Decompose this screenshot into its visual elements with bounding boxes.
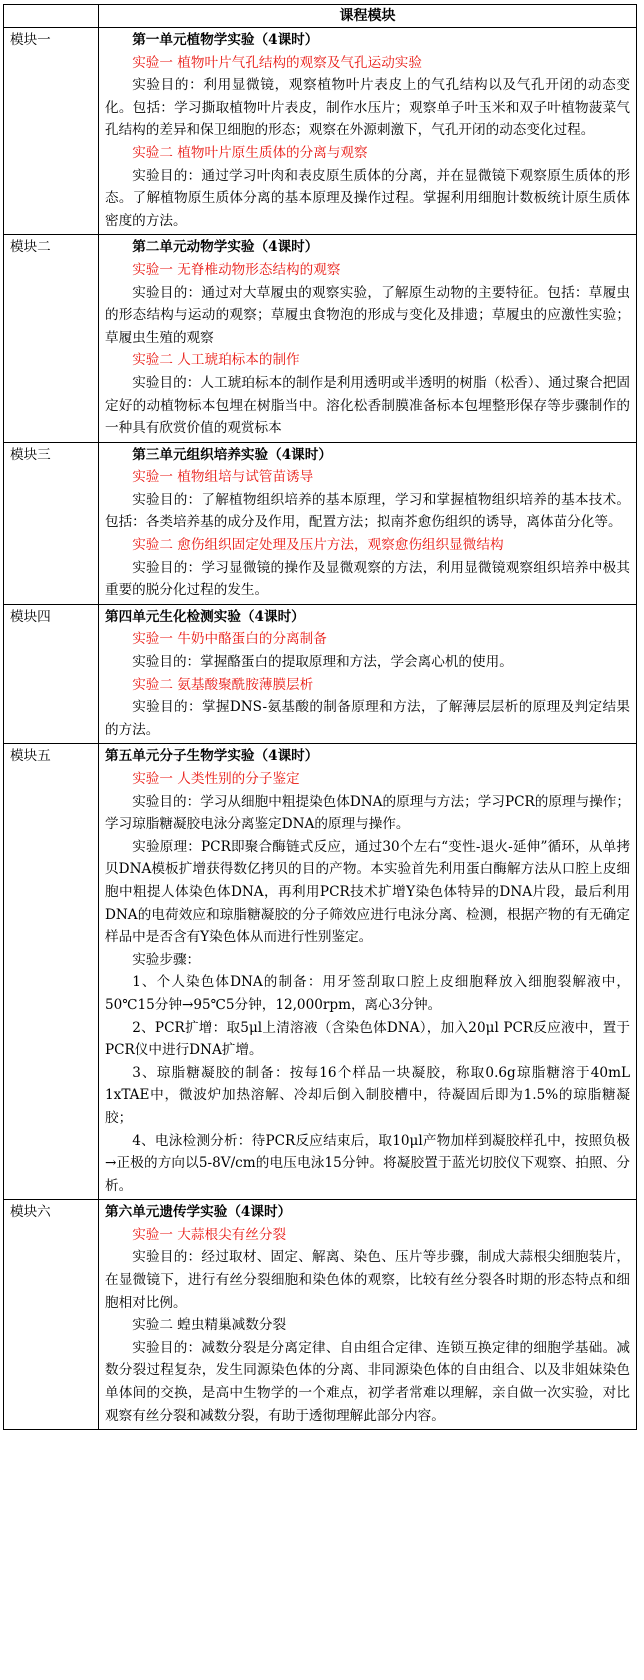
- module-content: [99, 744, 637, 1200]
- module-row: [4, 1200, 637, 1430]
- experiment-text: 实验目的：人工琥珀标本的制作是利用透明或半透明的树脂（松香）、通过聚合把固定好的动植物标本包埋在树脂当中。溶化松香制膜准备标本包埋整形保存等步骤制作的一种具有欣赏价值的观赏标本: [105, 374, 630, 437]
- header-row: [4, 5, 637, 28]
- experiment-text: 3、琼脂糖凝胶的制备：按每16个样品一块凝胶，称取0.6g琼脂糖溶于40mL 1xTAE中，微波炉加热溶解、冷却后倒入制胶槽中，待凝固后即为1.5%的琼脂糖凝胶；: [105, 1064, 630, 1126]
- experiment-text: 实验目的：掌握DNS-氨基酸的制备原理和方法，了解薄层层析的原理及判定结果的方法。: [105, 699, 630, 738]
- experiment-title: 实验二 氨基酸聚酰胺薄膜层析: [132, 676, 314, 693]
- module-name: 模块一: [4, 28, 99, 235]
- experiment-text: 4、电泳检测分析：待PCR反应结束后，取10μl产物加样到凝胶样孔中，按照负极→正极的方向以5-8V/cm的电压电泳15分钟。将凝胶置于蓝光切胶仪下观察、拍照、分析。: [105, 1132, 630, 1194]
- experiment-title: 实验二 植物叶片原生质体的分离与观察: [132, 144, 368, 161]
- module-name: 模块六: [4, 1200, 99, 1430]
- unit-title: 第二单元动物学实验（4课时）: [132, 239, 319, 256]
- experiment-text: 实验目的：掌握酪蛋白的提取原理和方法，学会离心机的使用。: [132, 654, 513, 671]
- experiment-title: 实验一 大蒜根尖有丝分裂: [132, 1226, 287, 1243]
- module-name: 模块三: [4, 442, 99, 604]
- experiment-text: 实验目的：了解植物组织培养的基本原理，学习和掌握植物组织培养的基本技术。包括：各类培养基的成分及作用，配置方法；拟南芥愈伤组织的诱导，离体苗分化等。: [105, 491, 630, 531]
- module-name: 模块四: [4, 604, 99, 744]
- unit-title: 第六单元遗传学实验（4课时）: [105, 1204, 292, 1221]
- header-empty-cell: [4, 5, 99, 28]
- unit-title: 第四单元生化检测实验（4课时）: [105, 608, 305, 625]
- module-content: [99, 28, 637, 235]
- experiment-text: 实验目的：利用显微镜，观察植物叶片表皮上的气孔结构以及气孔开闭的动态变化。包括：学习撕取植物叶片表皮，制作水压片；观察单子叶玉米和双子叶植物菠菜气孔结构的差异和保卫细胞的形态；观察在外源刺激下，气孔开闭的动态变化过程。: [105, 77, 630, 139]
- experiment-text: 实验目的：经过取材、固定、解离、染色、压片等步骤，制成大蒜根尖细胞装片，在显微镜下，进行有丝分裂细胞和染色体的观察，比较有丝分裂各时期的形态特点和细胞相对比例。: [105, 1249, 630, 1311]
- module-content: [99, 604, 637, 744]
- module-row: [4, 28, 637, 235]
- course-table: [3, 4, 637, 1430]
- experiment-text: 实验原理：PCR即聚合酶链式反应，通过30个左右“变性-退火-延伸”循环，从单拷贝DNA模板扩增获得数亿拷贝的目的产物。本实验首先利用蛋白酶解方法从口腔上皮细胞中粗提人体染色体DNA，再利用PCR技术扩增Y染色体特异的DNA片段，最后利用DNA的电荷效应和琼脂糖凝胶的分子筛效应进行电泳分离、检测，根据产物的有无确定样品中是否含有Y染色体从而进行性别鉴定。: [105, 838, 630, 946]
- module-body: [4, 28, 637, 1430]
- module-name: 模块二: [4, 235, 99, 442]
- experiment-title: 实验一 植物叶片气孔结构的观察及气孔运动实验: [132, 54, 422, 71]
- experiment-title: 实验二 愈伤组织固定处理及压片方法，观察愈伤组织显微结构: [132, 537, 504, 554]
- unit-title: 第三单元组织培养实验（4课时）: [132, 446, 332, 463]
- experiment-text: 实验目的：通过对大草履虫的观察实验，了解原生动物的主要特征。包括：草履虫的形态结构与运动的观察；草履虫食物泡的形成与变化及排遗；草履虫的应激性实验；草履虫生殖的观察: [105, 284, 630, 346]
- experiment-text: 实验目的：学习从细胞中粗提染色体DNA的原理与方法；学习PCR的原理与操作；学习琼脂糖凝胶电泳分离鉴定DNA的原理与操作。: [105, 793, 630, 833]
- module-row: [4, 442, 637, 604]
- experiment-title: 实验一 牛奶中酪蛋白的分离制备: [132, 631, 327, 648]
- module-name: 模块五: [4, 744, 99, 1200]
- experiment-title: 实验二 蝗虫精巢减数分裂: [132, 1317, 287, 1334]
- unit-title: 第五单元分子生物学实验（4课时）: [105, 748, 319, 765]
- experiment-text: 1、个人染色体DNA的制备：用牙签刮取口腔上皮细胞释放入细胞裂解液中，50℃15分钟→95℃5分钟，12,000rpm，离心3分钟。: [105, 974, 630, 1013]
- experiment-text: 2、PCR扩增：取5μl上清溶液（含染色体DNA），加入20μl PCR反应液中，置于PCR仪中进行DNA扩增。: [105, 1019, 630, 1059]
- module-content: [99, 442, 637, 604]
- module-row: [4, 604, 637, 744]
- unit-title: 第一单元植物学实验（4课时）: [132, 32, 319, 48]
- experiment-title: 实验一 植物组培与试管苗诱导: [132, 469, 314, 486]
- experiment-text: 实验目的：通过学习叶肉和表皮原生质体的分离，并在显微镜下观察原生质体的形态。了解植物原生质体分离的基本原理及操作过程。掌握利用细胞计数板统计原生质体密度的方法。: [105, 167, 630, 229]
- header-title: 课程模块: [99, 5, 637, 28]
- module-content: [99, 1200, 637, 1430]
- experiment-title: 实验一 人类性别的分子鉴定: [132, 771, 300, 787]
- experiment-text: 实验步骤：: [132, 951, 201, 968]
- module-row: [4, 235, 637, 442]
- experiment-text: 实验目的：学习显微镜的操作及显微观察的方法，利用显微镜观察组织培养中极其重要的脱分化过程的发生。: [105, 559, 630, 599]
- experiment-text: 实验目的：减数分裂是分离定律、自由组合定律、连锁互换定律的细胞学基础。减数分裂过程复杂，发生同源染色体的分离、非同源染色体的自由组合、以及非姐妹染色单体间的交换，是高中生物学的一个难点，初学者常难以理解，亲自做一次实验，对比观察有丝分裂和减数分裂，有助于透彻理解此部分内容。: [105, 1339, 630, 1424]
- module-content: [99, 235, 637, 442]
- experiment-title: 实验二 人工琥珀标本的制作: [132, 352, 300, 369]
- experiment-title: 实验一 无脊椎动物形态结构的观察: [132, 261, 341, 278]
- module-row: [4, 744, 637, 1200]
